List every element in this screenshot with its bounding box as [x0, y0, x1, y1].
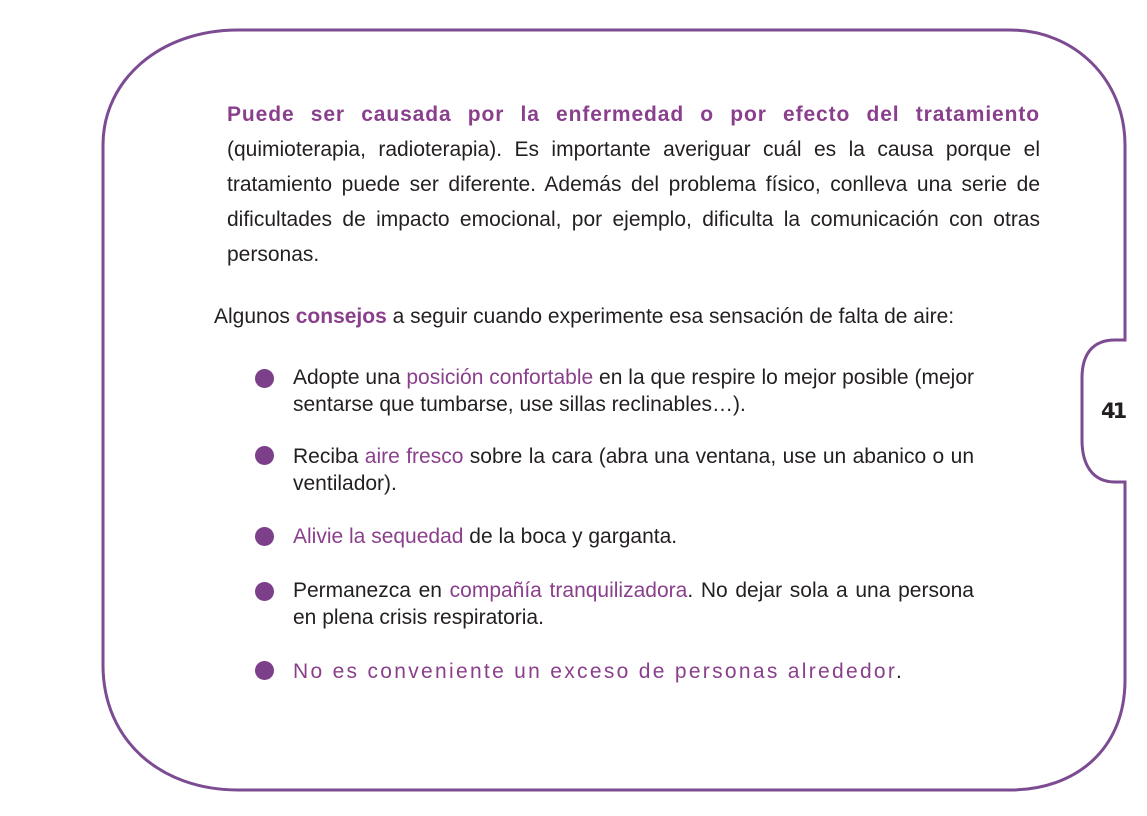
bullet-icon: [255, 369, 274, 388]
tip-highlight: Alivie la sequedad: [293, 525, 464, 548]
tip-after: de la boca y garganta.: [463, 525, 678, 548]
tip-after: . No dejar sola a una persona en plena crisis respiratoria.: [293, 579, 974, 629]
tip-highlight: compañía tranquilizadora: [449, 579, 688, 602]
tip-highlight: posición confortable: [406, 366, 594, 389]
intro-lead: Puede ser causada por la enfermedad o por efecto del tratamiento: [227, 103, 1040, 126]
tip-before: Adopte una: [293, 366, 407, 389]
tips-intro-keyword: consejos: [295, 305, 387, 328]
tips-intro-after: a seguir cuando experimente esa sensación de falta de aire:: [386, 305, 955, 328]
tip-after: en la que respire lo mejor posible (mejor sentarse que tumbarse, use sillas reclinables…).: [293, 366, 974, 416]
bullet-icon: [255, 582, 274, 601]
tip-before: Reciba: [293, 445, 365, 468]
bullet-icon: [255, 527, 274, 546]
tips-intro-before: Algunos: [214, 305, 296, 328]
tip-item: [293, 443, 974, 497]
tip-before: Permanezca en: [293, 579, 450, 602]
tip-item: [293, 523, 974, 550]
tip-item: [293, 364, 974, 418]
intro-paragraph: [227, 97, 1040, 272]
tip-highlight: No es conveniente un exceso de personas alrededor: [293, 660, 897, 683]
intro-body: (quimioterapia, radioterapia). Es importante averiguar cuál es la causa porque el tratamiento puede ser diferente. Además del problema físico, conlleva una serie de dificultades de impacto emocional, por ejemplo, dificulta la comunicación con otras personas.: [227, 138, 1040, 266]
bullet-icon: [255, 661, 274, 680]
tip-item: [293, 658, 974, 685]
tip-after: .: [896, 660, 905, 683]
page-number: 41: [1101, 399, 1125, 423]
tips-intro: [214, 305, 954, 329]
tip-after: sobre la cara (abra una ventana, use un abanico o un ventilador).: [293, 445, 974, 495]
tip-highlight: aire fresco: [364, 445, 464, 468]
tip-item: [293, 577, 974, 631]
bullet-icon: [255, 446, 274, 465]
